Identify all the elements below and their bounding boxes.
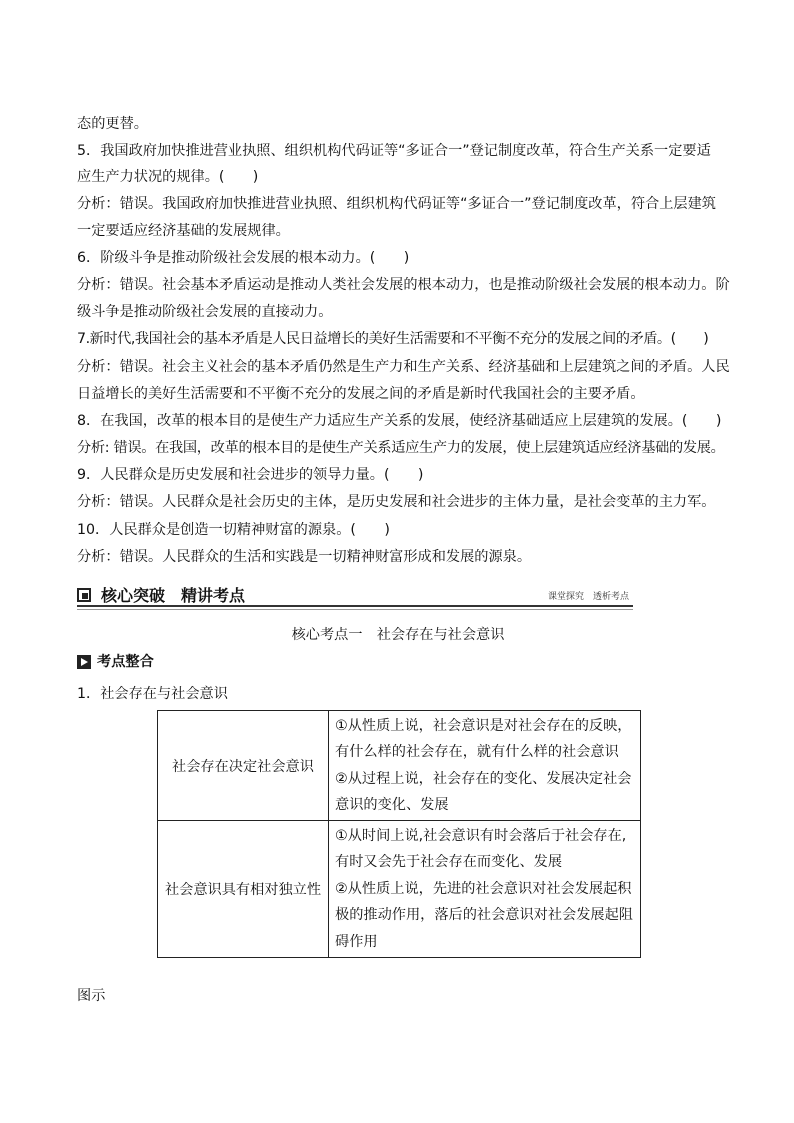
cell-line: ②从过程上说，社会存在的变化、发展决定社会	[335, 770, 632, 787]
cell-line: 碍作用	[335, 933, 378, 950]
summary-table	[157, 710, 641, 958]
cell-line: 有什么样的社会存在，就有什么样的社会意识	[335, 744, 619, 760]
table-cell-right	[329, 821, 641, 958]
paragraph-line: 态的更替。	[77, 116, 148, 132]
table-row	[158, 821, 641, 958]
analysis-6-cont: 级斗争是推动阶级社会发展的直接动力。	[77, 304, 333, 320]
analysis-10: 分析：错误。人民群众的生活和实践是一切精神财富形成和发展的源泉。	[77, 549, 532, 565]
banner-square-icon	[77, 588, 91, 602]
sub-heading: 考点整合	[97, 654, 154, 670]
table-cell-right	[329, 711, 641, 821]
cell-line: 意识的变化、发展	[335, 797, 449, 813]
section-banner	[77, 584, 633, 608]
item-heading: 1．社会存在与社会意识	[77, 686, 228, 702]
analysis-7: 分析：错误。社会主义社会的基本矛盾仍然是生产力和生产关系、经济基础和上层建筑之间的矛盾。人民	[77, 359, 730, 375]
analysis-8: 分析: 错误。在我国，改革的根本目的是使生产关系适应生产力的发展，使上层建筑适应经济基础的发展。	[77, 440, 725, 456]
figure-label: 图示	[77, 988, 106, 1004]
play-triangle-icon	[77, 655, 91, 669]
banner-divider	[77, 605, 633, 607]
question-10: 10．人民群众是创造一切精神财富的源泉。( )	[77, 522, 390, 538]
analysis-5: 分析：错误。我国政府加快推进营业执照、组织机构代码证等“多证合一”登记制度改革，符合上层建筑	[77, 196, 716, 212]
cell-line: 极的推动作用，落后的社会意识对社会发展起阻	[335, 907, 633, 924]
analysis-9: 分析：错误。人民群众是社会历史的主体，是历史发展和社会进步的主体力量，是社会变革的主力军。	[77, 494, 716, 510]
banner-divider-thin	[77, 609, 633, 610]
cell-line: ①从时间上说,社会意识有时会落后于社会存在,	[335, 827, 627, 844]
question-6: 6．阶级斗争是推动阶级社会发展的根本动力。( )	[77, 250, 410, 266]
question-5: 5．我国政府加快推进营业执照、组织机构代码证等“多证合一”登记制度改革，符合生产关系一定要适	[77, 143, 711, 159]
question-8: 8．在我国，改革的根本目的是使生产力适应生产关系的发展，使经济基础适应上层建筑的发展。( )	[77, 413, 722, 429]
question-5-cont: 应生产力状况的规律。( )	[77, 169, 259, 185]
section-title: 核心考点一 社会存在与社会意识	[291, 627, 505, 643]
banner-subtitle: 课堂探究 透析考点	[547, 592, 629, 602]
question-7: 7.新时代,我国社会的基本矛盾是人民日益增长的美好生活需要和不平衡不充分的发展之间的矛盾。( )	[77, 331, 709, 347]
analysis-6: 分析：错误。社会基本矛盾运动是推动人类社会发展的根本动力，也是推动阶级社会发展的根本动力。阶	[77, 277, 730, 293]
table-cell-left: 社会意识具有相对独立性	[158, 821, 329, 958]
banner-title: 核心突破 精讲考点	[101, 586, 246, 605]
table-cell-left: 社会存在决定社会意识	[158, 711, 329, 821]
table-row	[158, 711, 641, 821]
cell-line: 有时又会先于社会存在而变化、发展	[335, 854, 563, 871]
analysis-5-cont: 一定要适应经济基础的发展规律。	[77, 223, 290, 239]
cell-line: ②从性质上说，先进的社会意识对社会发展起积	[335, 880, 632, 897]
question-9: 9．人民群众是历史发展和社会进步的领导力量。( )	[77, 467, 424, 483]
analysis-7-cont: 日益增长的美好生活需要和不平衡不充分的发展之间的矛盾是新时代我国社会的主要矛盾。	[77, 386, 645, 402]
cell-line: ①从性质上说，社会意识是对社会存在的反映，	[335, 717, 632, 734]
